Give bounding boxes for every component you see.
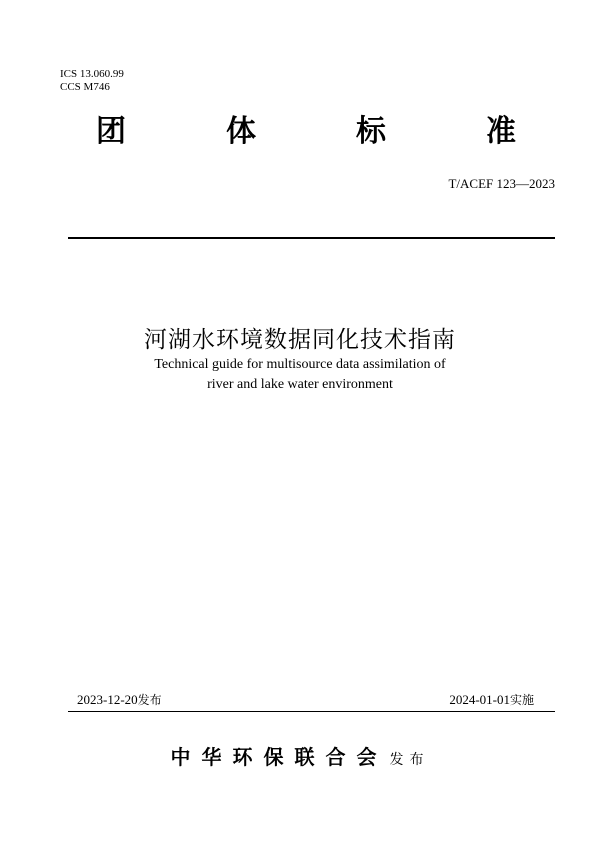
document-title-english-line2: river and lake water environment <box>207 377 393 392</box>
standard-type-heading <box>96 112 516 152</box>
issue-date <box>77 692 162 708</box>
implementation-date <box>449 692 534 708</box>
standard-number: T/ACEF 123—2023 <box>448 176 555 191</box>
publisher-action: 发布 <box>389 752 430 768</box>
standard-type-char: 准 <box>486 114 516 149</box>
footer-divider <box>68 711 555 712</box>
document-title-english-line1: Technical guide for multisource data assimilation of <box>154 357 446 372</box>
document-title-chinese: 河湖水环境数据同化技术指南 <box>144 327 456 353</box>
ccs-code: CCS M746 <box>60 81 110 93</box>
issue-date-label: 发布 <box>137 693 162 707</box>
standard-type-char: 标 <box>356 114 386 149</box>
publisher-line <box>0 744 600 773</box>
publisher-organization: 中华环保联合会 <box>170 745 388 769</box>
implementation-date-value: 2024-01-01 <box>449 692 510 707</box>
header-divider <box>68 237 555 239</box>
standard-type-char: 体 <box>226 114 256 149</box>
issue-date-value: 2023-12-20 <box>77 692 138 707</box>
implementation-date-label: 实施 <box>509 693 534 707</box>
ics-code: ICS 13.060.99 <box>60 68 124 80</box>
standard-type-char: 团 <box>96 114 126 149</box>
